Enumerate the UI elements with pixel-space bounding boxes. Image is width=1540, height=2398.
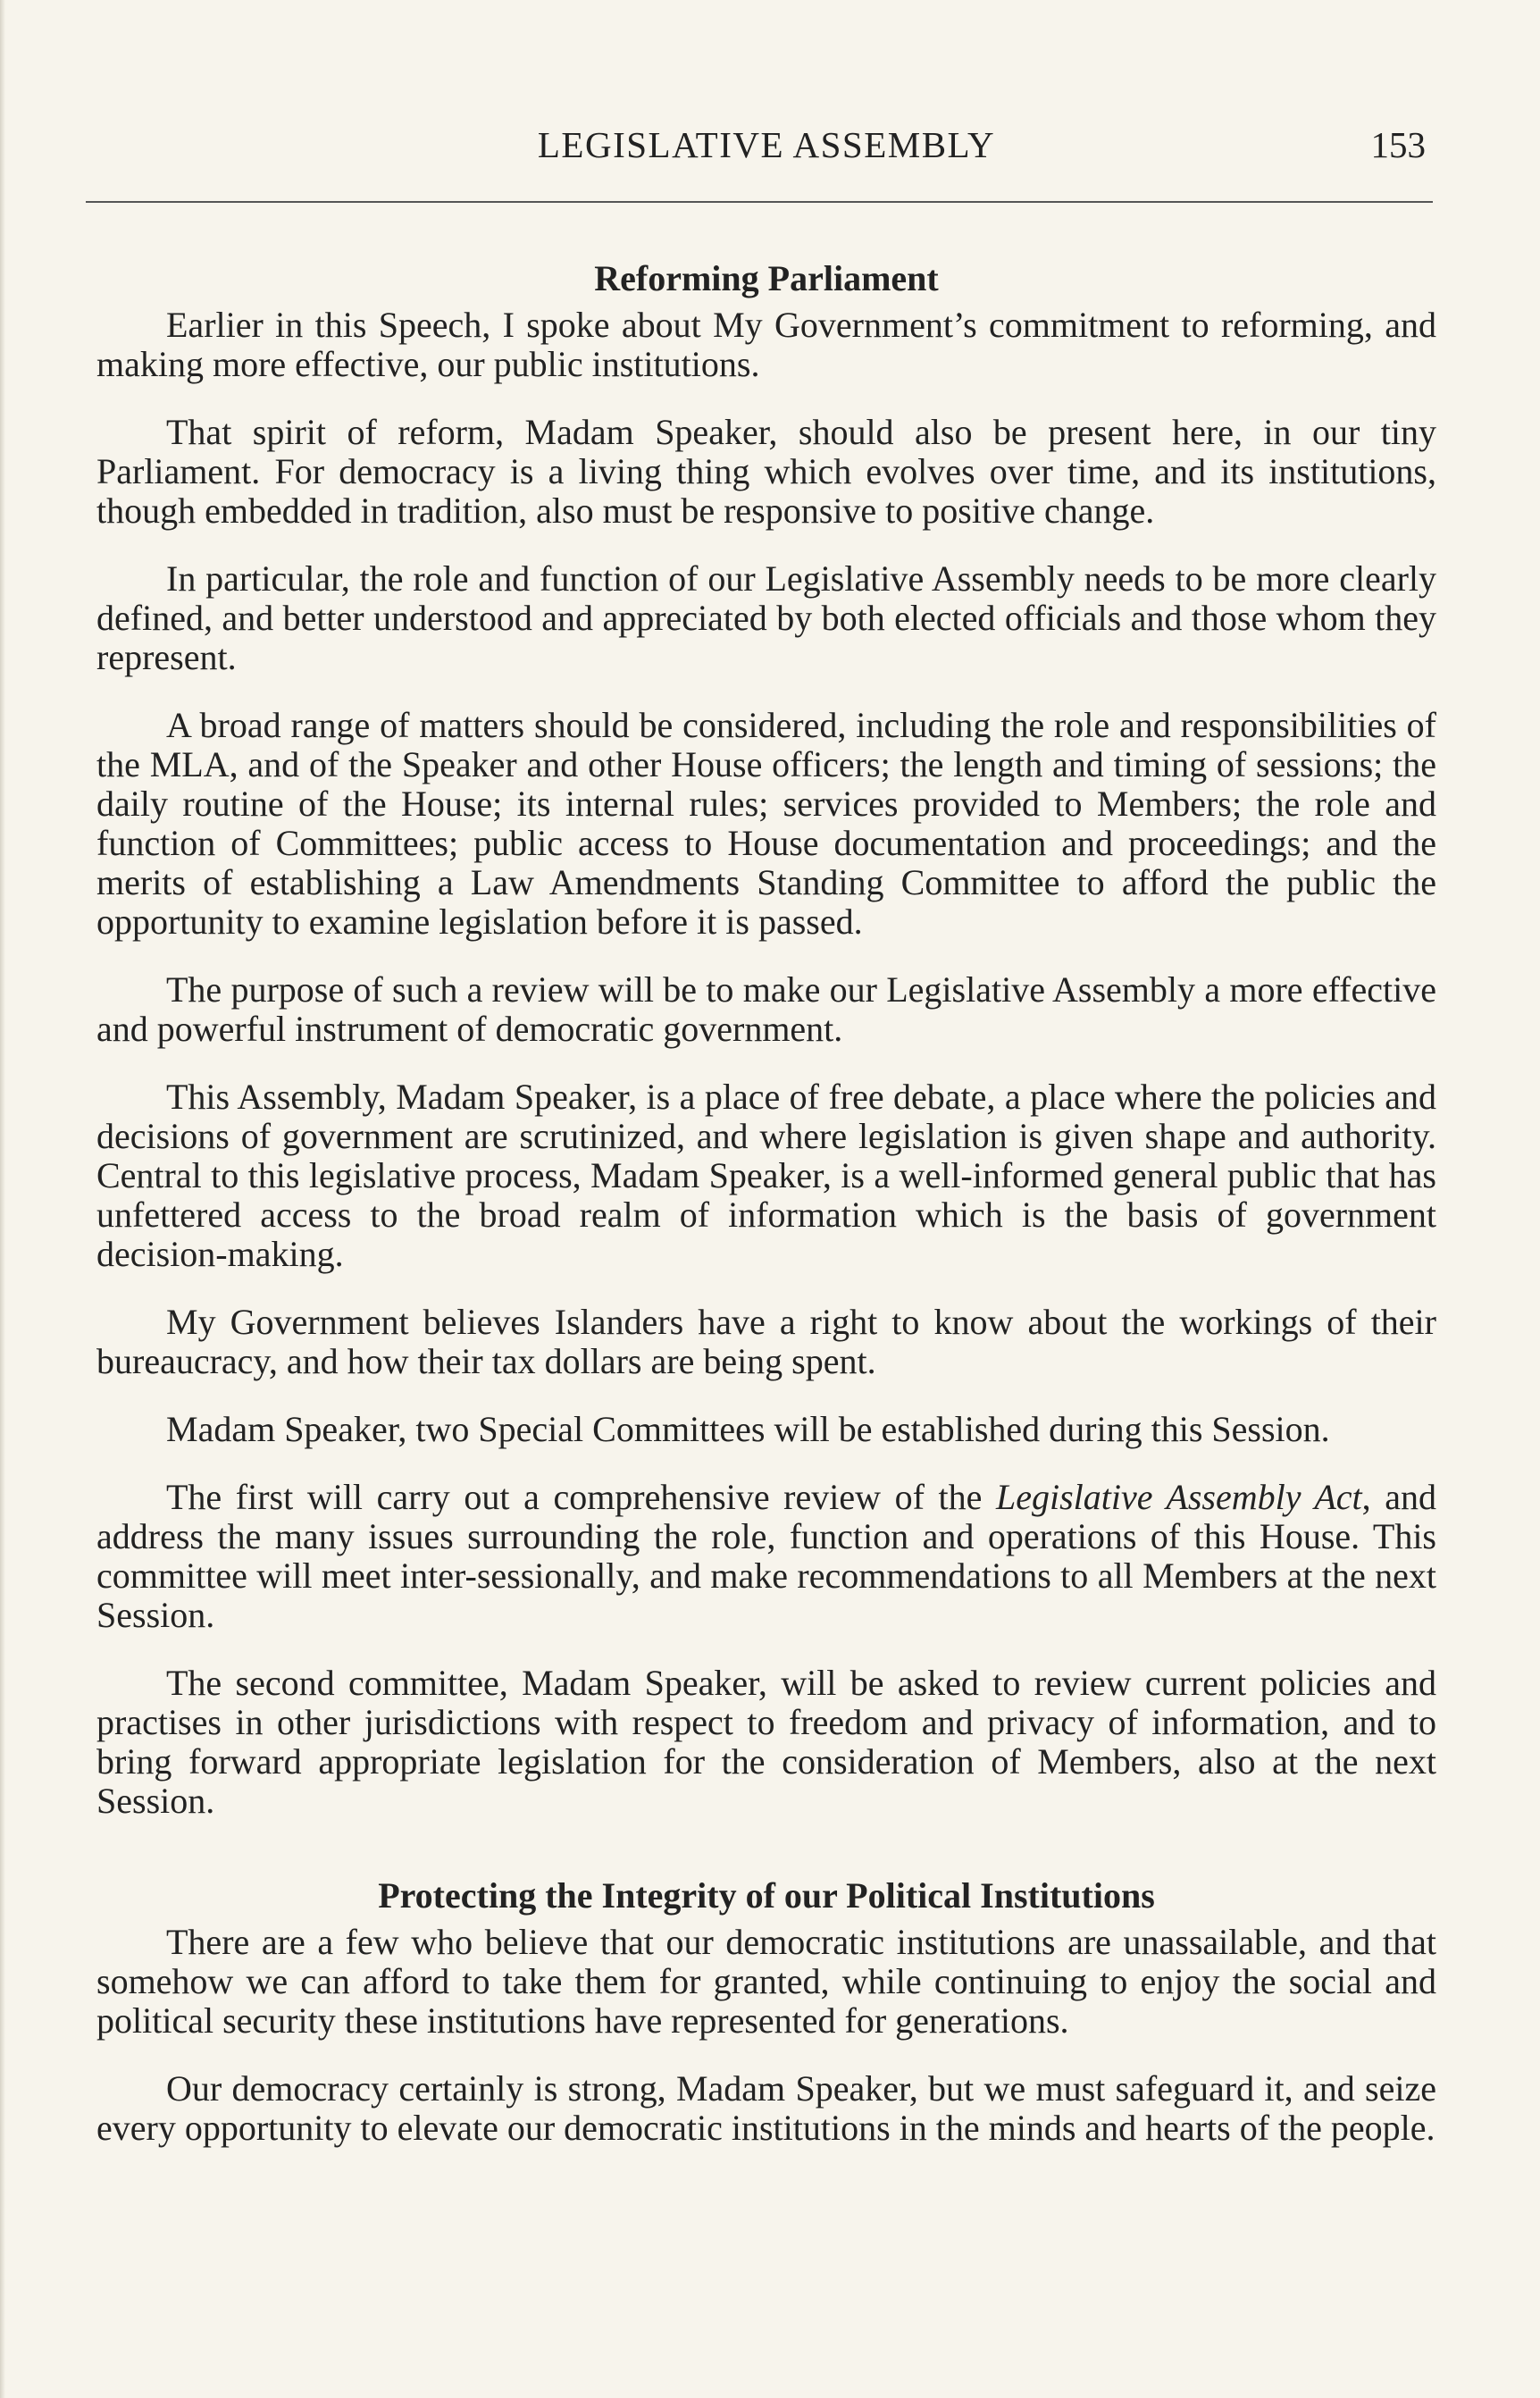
running-header xyxy=(96,123,1436,177)
paragraph: Earlier in this Speech, I spoke about My Government’s commitment to reforming, and making more effective, our public institutions. xyxy=(96,305,1436,384)
paragraph: This Assembly, Madam Speaker, is a place of free debate, a place where the policies and decisions of government are scrutinized, and where legislation is given shape and authority. Central to this legislative process, Madam Speaker, is a well-informed general public that has unfettered access to the broad realm of information which is the basis of government decision-making. xyxy=(96,1077,1436,1274)
paragraph-text: The first will carry out a comprehensive review of the xyxy=(166,1477,996,1517)
page-edge-shadow xyxy=(0,0,5,2398)
page-number: 153 xyxy=(1370,124,1426,165)
running-title: LEGISLATIVE ASSEMBLY xyxy=(537,124,996,165)
paragraph: The purpose of such a review will be to make our Legislative Assembly a more effective and powerful instrument of democratic government. xyxy=(96,969,1436,1049)
paragraph: Our democracy certainly is strong, Madam Speaker, but we must safeguard it, and seize every opportunity to elevate our democratic institutions in the minds and hearts of the people. xyxy=(96,2068,1436,2148)
paragraph: My Government believes Islanders have a right to know about the workings of their bureaucracy, and how their tax dollars are being spent. xyxy=(96,1302,1436,1381)
paragraph: In particular, the role and function of our Legislative Assembly needs to be more clearly defined, and better understood and appreciated by both elected officials and those whom they represent. xyxy=(96,558,1436,677)
paragraph: There are a few who believe that our democratic institutions are unassailable, and that somehow we can afford to take them for granted, while continuing to enjoy the social and political security these institutions have represented for generations. xyxy=(96,1922,1436,2041)
header-rule xyxy=(86,201,1433,203)
section-heading-reforming-parliament: Reforming Parliament xyxy=(594,258,939,298)
paragraph-text: , and address the many issues surrounding the role, function and operations of this House. This committee will meet inter-sessionally, and make recommendations to all Members at the next Session. xyxy=(96,1477,1436,1635)
section-heading-protecting-integrity: Protecting the Integrity of our Political Institutions xyxy=(378,1875,1155,1916)
paragraph xyxy=(96,1478,1436,1635)
paragraph: The second committee, Madam Speaker, will be asked to review current policies and practises in other jurisdictions with respect to freedom and privacy of information, and to bring forward appropriate legislation for the consideration of Members, also at the next Session. xyxy=(96,1663,1436,1821)
paragraph: Madam Speaker, two Special Committees will be established during this Session. xyxy=(166,1409,1330,1449)
paragraph: That spirit of reform, Madam Speaker, should also be present here, in our tiny Parliament. For democracy is a living thing which evolves over time, and its institutions, though embedded in tradition, also must be responsive to positive change. xyxy=(96,412,1436,531)
paragraph: A broad range of matters should be considered, including the role and responsibilities of the MLA, and of the Speaker and other House officers; the length and timing of sessions; the daily routine of the House; its internal rules; services provided to Members; the role and function of Committees; public access to House documentation and proceedings; and the merits of establishing a Law Amendments Standing Committee to afford the public the opportunity to examine legislation before it is passed. xyxy=(96,705,1436,942)
page-body xyxy=(96,257,1436,2176)
act-title-italic: Legislative Assembly Act xyxy=(995,1477,1362,1517)
